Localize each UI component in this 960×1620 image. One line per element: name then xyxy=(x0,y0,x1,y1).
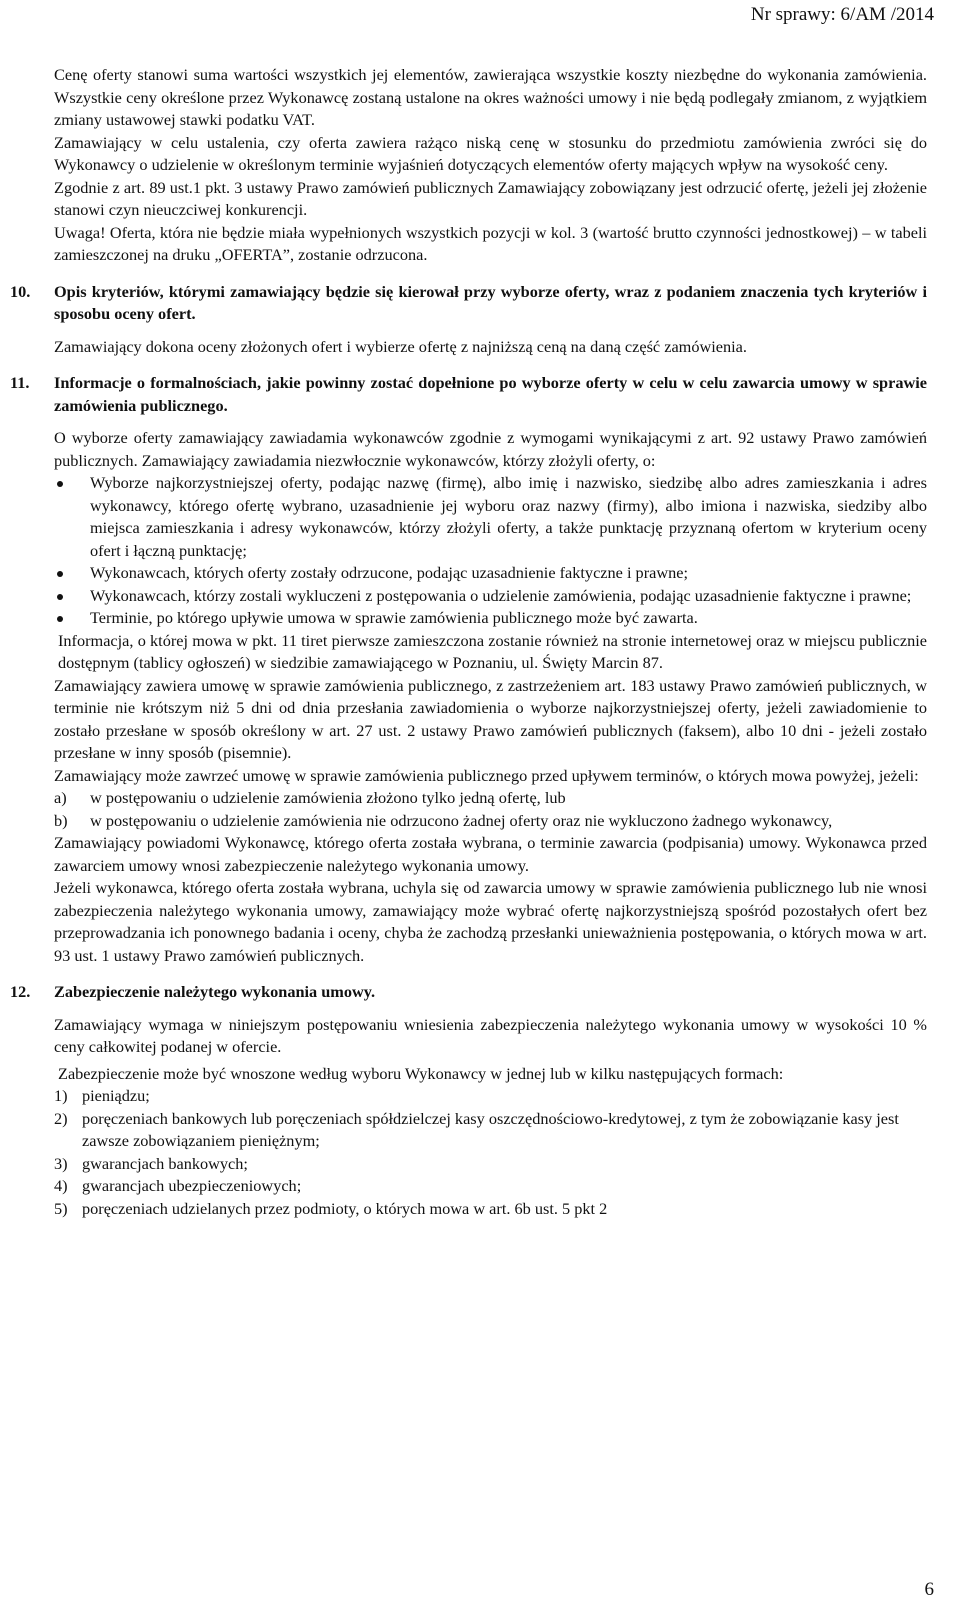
list-marker: b) xyxy=(54,810,68,830)
section-title: Opis kryteriów, którymi zamawiający będzie się kierował przy wyborze oferty, wraz z podaniem znaczenia tych kryteriów i sposobu oceny ofert. xyxy=(54,281,927,323)
list-item xyxy=(54,1153,927,1176)
list-marker: 4) xyxy=(54,1176,68,1195)
early-contract-paragraph: Zamawiający może zawrzeć umowę w sprawie zamówienia publicznego przed upływem terminów, o których mowa powyżej, jeżeli: xyxy=(54,765,919,785)
conditions-list xyxy=(54,787,927,832)
section-number: 11. xyxy=(10,373,30,392)
warning-paragraph: Uwaga! Oferta, która nie będzie miała wypełnionych wszystkich pozycji w kol. 3 (wartość brutto czynności jednostkowej) – w tabeli zamieszczonej na druku „OFERTA”, zostanie odrzucona. xyxy=(54,222,927,264)
list-text: w postępowaniu o udzielenie zamówienia nie odrzucono żadnej oferty oraz nie wykluczono żadnego wykonawcy, xyxy=(90,810,833,830)
low-price-paragraph: Zamawiający w celu ustalenia, czy oferta zawiera rażąco niską cenę w stosunku do przedmiotu zamówienia zwróci się do Wykonawcy o udzielenie w określonym terminie wyjaśnień dotyczących elementów oferty mających wpływ na wysokość ceny. xyxy=(54,132,927,174)
list-item xyxy=(54,1175,927,1198)
publication-paragraph: Informacja, o której mowa w pkt. 11 tiret pierwsze zamieszczona zostanie również na stronie internetowej oraz w miejscu publicznie dostępnym (tablicy ogłoszeń) w siedzibie zamawiającego w Poznaniu, ul. Święty Marcin 87. xyxy=(58,630,927,672)
security-forms-paragraph: Zabezpieczenie może być wnoszone według wyboru Wykonawcy w jednej lub w kilku następujących formach: xyxy=(58,1063,784,1083)
list-text: gwarancjach bankowych; xyxy=(82,1153,248,1173)
contract-term-paragraph: Zamawiający zawiera umowę w sprawie zamówienia publicznego, z zastrzeżeniem art. 183 ustawy Prawo zamówień publicznych, w terminie nie krótszym niż 5 dni od dnia przesłania zawiadomienia o wyborze najkorzystniejszej oferty, jeżeli zawiadomienie to zostało przesłane w sposób określony w art. 27 ust. 2 ustawy Prawo zamówień publicznych (faksem), albo 10 dni - jeżeli zostało przesłane w inny sposób (pisemnie). xyxy=(54,675,927,762)
list-item: Wykonawcach, których oferty zostały odrzucone, podając uzasadnienie faktyczne i prawne; xyxy=(54,562,927,585)
list-item: Wyborze najkorzystniejszej oferty, podając nazwę (firmę), albo imię i nazwisko, siedzibę albo adres zamieszkania i adres wykonawcy, którego ofertę wybrano, uzasadnienie jej wyboru oraz nazwy (firmy), albo imiona i nazwiska, siedziby albo miejsca zamieszkania i adresy wykonawców, którzy złożyli oferty, a także punktację przyznaną ofertom w kryterium oceny ofert i łączną punktację; xyxy=(54,472,927,562)
section-number: 12. xyxy=(10,982,31,1001)
list-item: Terminie, po którego upływie umowa w sprawie zamówienia publicznego może być zawarta. xyxy=(54,607,927,630)
list-item xyxy=(54,1085,927,1108)
criteria-paragraph: Zamawiający dokona oceny złożonych ofert i wybierze ofertę z najniższą ceną na daną część zamówienia. xyxy=(54,336,747,356)
section-title: Informacje o formalnościach, jakie powinny zostać dopełnione po wyborze oferty w celu w celu zawarcia umowy w sprawie zamówienia publicznego. xyxy=(54,373,927,415)
list-marker: 2) xyxy=(54,1108,68,1128)
section-11-heading xyxy=(10,372,927,417)
list-marker: 3) xyxy=(54,1153,68,1173)
list-text: poręczeniach bankowych lub poręczeniach spółdzielczej kasy oszczędnościowo-kredytowej, z tym że zobowiązanie kasy jest zawsze zobowiązaniem pieniężnym; xyxy=(82,1108,899,1150)
security-forms-list xyxy=(54,1085,927,1220)
security-requirement-paragraph: Zamawiający wymaga w niniejszym postępowaniu wniesienia zabezpieczenia należytego wykonania umowy w wysokości 10 % ceny całkowitej podanej w ofercie. xyxy=(54,1014,927,1056)
page-number: 6 xyxy=(924,1579,934,1600)
list-marker: 5) xyxy=(54,1198,68,1218)
list-text: gwarancjach ubezpieczeniowych; xyxy=(82,1176,302,1195)
notification-paragraph: O wyborze oferty zamawiający zawiadamia wykonawców zgodnie z wymogami wynikającymi z art. 92 ustawy Prawo zamówień publicznych. Zamawiający zawiadamia niezwłocznie wykonawców, którzy złożyli oferty, o: xyxy=(54,428,927,470)
price-paragraph: Cenę oferty stanowi suma wartości wszystkich jej elementów, zawierająca wszystkie koszty niezbędne do wykonania zamówienia. Wszystkie ceny określone przez Wykonawcę zostaną ustalone na okres ważności umowy i nie będą podlegały zmianom, z wyjątkiem zmiany ustawowej stawki podatku VAT. xyxy=(54,65,927,129)
section-10-heading xyxy=(10,281,927,326)
section-title: Zabezpieczenie należytego wykonania umowy. xyxy=(54,982,376,1001)
list-text: pieniądzu; xyxy=(82,1086,150,1105)
case-number-header: Nr sprawy: 6/AM /2014 xyxy=(750,4,934,25)
list-item xyxy=(54,1198,927,1221)
list-text: w postępowaniu o udzielenie zamówienia złożono tylko jedną ofertę, lub xyxy=(90,788,566,807)
list-marker: 1) xyxy=(54,1086,68,1105)
section-12-heading xyxy=(10,981,927,1004)
notification-list xyxy=(54,472,927,630)
list-item: Wykonawcach, którzy zostali wykluczeni z postępowania o udzielenie zamówienia, podając uzasadnienie faktyczne i prawne; xyxy=(54,585,927,608)
list-item xyxy=(54,810,927,833)
evasion-paragraph: Jeżeli wykonawca, którego oferta została wybrana, uchyla się od zawarcia umowy w sprawie zamówienia publicznego lub nie wnosi zabezpieczenia należytego wykonania umowy, zamawiający może wybrać ofertę najkorzystniejszą spośród pozostałych ofert bez przeprowadzania ich ponownego badania i oceny, chyba że zachodzą przesłanki unieważnienia postępowania, o których mowa w art. 93 ust. 1 ustawy Prawo zamówień publicznych. xyxy=(54,878,927,965)
signing-paragraph: Zamawiający powiadomi Wykonawcę, którego oferta została wybrana, o terminie zawarcia (podpisania) umowy. Wykonawca przed zawarciem umowy wnosi zabezpieczenie należytego wykonania umowy. xyxy=(54,833,927,875)
section-number: 10. xyxy=(10,281,31,301)
document-body xyxy=(10,64,927,1220)
art89-paragraph: Zgodnie z art. 89 ust.1 pkt. 3 ustawy Prawo zamówień publicznych Zamawiający zobowiązany jest odrzucić ofertę, jeżeli jej złożenie stanowi czyn nieuczciwej konkurencji. xyxy=(54,177,927,219)
list-item xyxy=(54,787,927,810)
list-item xyxy=(54,1108,927,1153)
list-marker: a) xyxy=(54,788,67,807)
list-text: poręczeniach udzielanych przez podmioty, o których mowa w art. 6b ust. 5 pkt 2 xyxy=(82,1198,608,1218)
